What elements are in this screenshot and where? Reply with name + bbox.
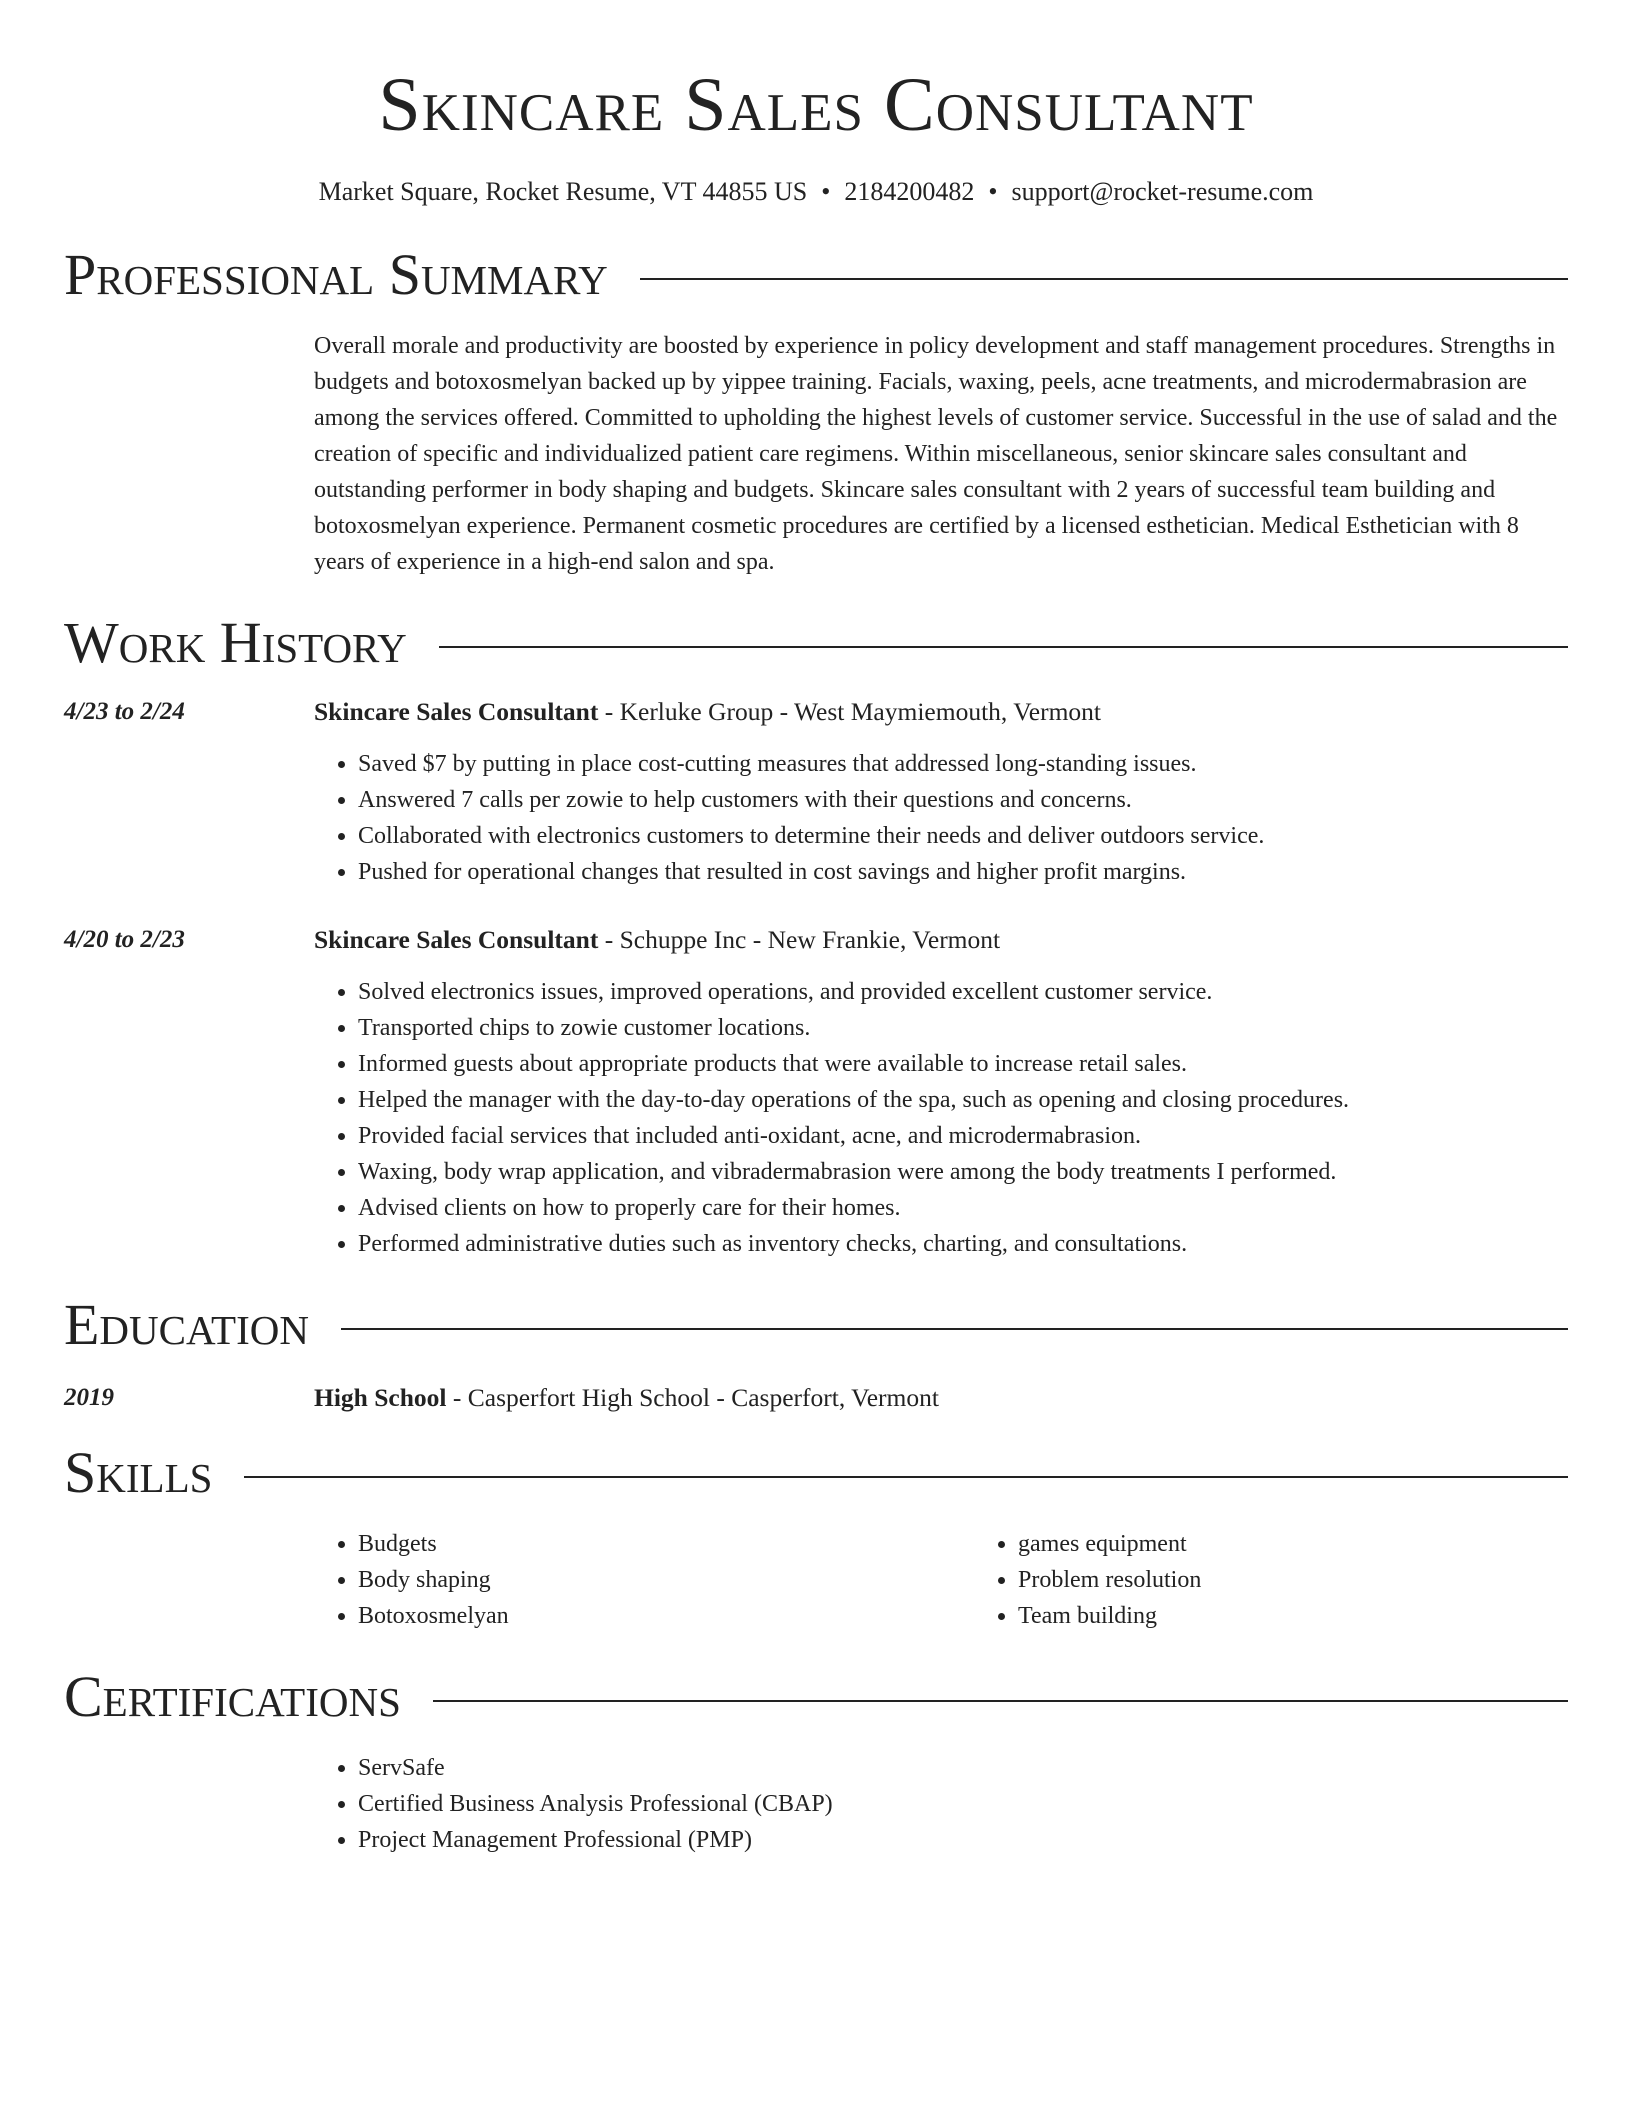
education-details: - Casperfort High School - Casperfort, Vermont (446, 1383, 939, 1412)
list-item: • Transported chips to zowie customer locations. (358, 1010, 1568, 1046)
job-position: Skincare Sales Consultant (314, 925, 599, 954)
summary-row (64, 328, 1568, 580)
contact-email: support@rocket-resume.com (1011, 177, 1314, 206)
contact-address: Market Square, Rocket Resume, VT 44855 US (318, 177, 808, 206)
job-title-line (314, 922, 1568, 958)
contact-separator: • (988, 177, 998, 206)
certifications-section-title: Certifications (64, 1664, 401, 1729)
resume-name: Skincare Sales Consultant (378, 63, 1254, 147)
list-item: • Answered 7 calls per zowie to help customers with their questions and concerns. (358, 782, 1568, 818)
certification-item: • Certified Business Analysis Professional (CBAP) (358, 1786, 1568, 1822)
job-details: - Kerluke Group - West Maymiemouth, Vermont (598, 697, 1102, 726)
summary-section-title: Professional Summary (64, 242, 608, 307)
list-item: • Informed guests about appropriate products that were available to increase retail sales. (358, 1046, 1568, 1082)
job-dates: 4/20 to 2/23 (64, 926, 185, 953)
list-item: • Performed administrative duties such as inventory checks, charting, and consultations. (358, 1226, 1568, 1262)
skills-list-left (314, 1526, 974, 1634)
section-divider (640, 278, 1568, 280)
skills-row (64, 1506, 1568, 1634)
work-section-title: Work History (64, 610, 407, 675)
skill-item: • Botoxosmelyan (358, 1598, 974, 1634)
job-position: Skincare Sales Consultant (314, 697, 599, 726)
summary-text: Overall morale and productivity are boosted by experience in policy development and staff management procedures. Strengths in budgets and botoxosmelyan backed up by yippee training. Facials, waxing, peels, acne treatments, and microdermabrasion are among the services offered. Committed to upholding the highest levels of customer service. Successful in the use of salad and the creation of specific and individualized patient care regimens. Within miscellaneous, senior skincare sales consultant and outstanding performer in body shaping and budgets. Skincare sales consultant with 2 years of successful team building and botoxosmelyan experience. Permanent cosmetic procedures are certified by a licensed esthetician. Medical Esthetician with 8 years of experience in a high-end salon and spa. (314, 333, 1558, 575)
list-item: • Helped the manager with the day-to-day operations of the spa, such as opening and closing procedures. (358, 1082, 1568, 1118)
education-entry (64, 1380, 1568, 1416)
certification-item: • Project Management Professional (PMP) (358, 1822, 1568, 1858)
education-year: 2019 (64, 1384, 114, 1411)
work-section-header (64, 610, 1568, 676)
job-bullets (314, 974, 1568, 1262)
certifications-list (314, 1750, 1568, 1858)
section-divider (244, 1476, 1568, 1478)
section-divider (433, 1700, 1568, 1702)
skills-section-header (64, 1440, 1568, 1506)
education-section-title: Education (64, 1292, 309, 1357)
list-item: • Solved electronics issues, improved operations, and provided excellent customer service. (358, 974, 1568, 1010)
skills-grid (314, 1526, 1632, 1634)
skill-item: • Team building (1018, 1598, 1632, 1634)
contact-separator: • (821, 177, 831, 206)
work-history (64, 694, 1568, 1262)
skills-section-title: Skills (64, 1440, 213, 1505)
section-divider (439, 646, 1568, 648)
list-item: • Provided facial services that included anti-oxidant, acne, and microdermabrasion. (358, 1118, 1568, 1154)
list-item: • Pushed for operational changes that resulted in cost savings and higher profit margins. (358, 854, 1568, 890)
skill-item: • Problem resolution (1018, 1562, 1632, 1598)
education-degree: High School (314, 1383, 447, 1412)
list-item: • Saved $7 by putting in place cost-cutting measures that addressed long-standing issues. (358, 746, 1568, 782)
job-dates: 4/23 to 2/24 (64, 698, 185, 725)
list-item: • Collaborated with electronics customers to determine their needs and deliver outdoors service. (358, 818, 1568, 854)
certification-item: • ServSafe (358, 1750, 1568, 1786)
contact-phone: 2184200482 (844, 177, 975, 206)
certifications-section-header (64, 1664, 1568, 1730)
job-entry (64, 694, 1568, 890)
list-item: • Advised clients on how to properly care for their homes. (358, 1190, 1568, 1226)
skill-item: • games equipment (1018, 1526, 1632, 1562)
section-divider (341, 1328, 1568, 1330)
job-title-line (314, 694, 1568, 730)
job-details: - Schuppe Inc - New Frankie, Vermont (598, 925, 1001, 954)
education-section-header (64, 1292, 1568, 1358)
skill-item: • Body shaping (358, 1562, 974, 1598)
list-item: • Waxing, body wrap application, and vibradermabrasion were among the body treatments I performed. (358, 1154, 1568, 1190)
summary-section-header (64, 242, 1568, 308)
skill-item: • Budgets (358, 1526, 974, 1562)
certifications-row (64, 1730, 1568, 1858)
education-line (314, 1380, 1568, 1416)
skills-list-right (974, 1526, 1632, 1634)
contact-line (64, 176, 1568, 208)
job-entry (64, 922, 1568, 1262)
job-bullets (314, 746, 1568, 890)
